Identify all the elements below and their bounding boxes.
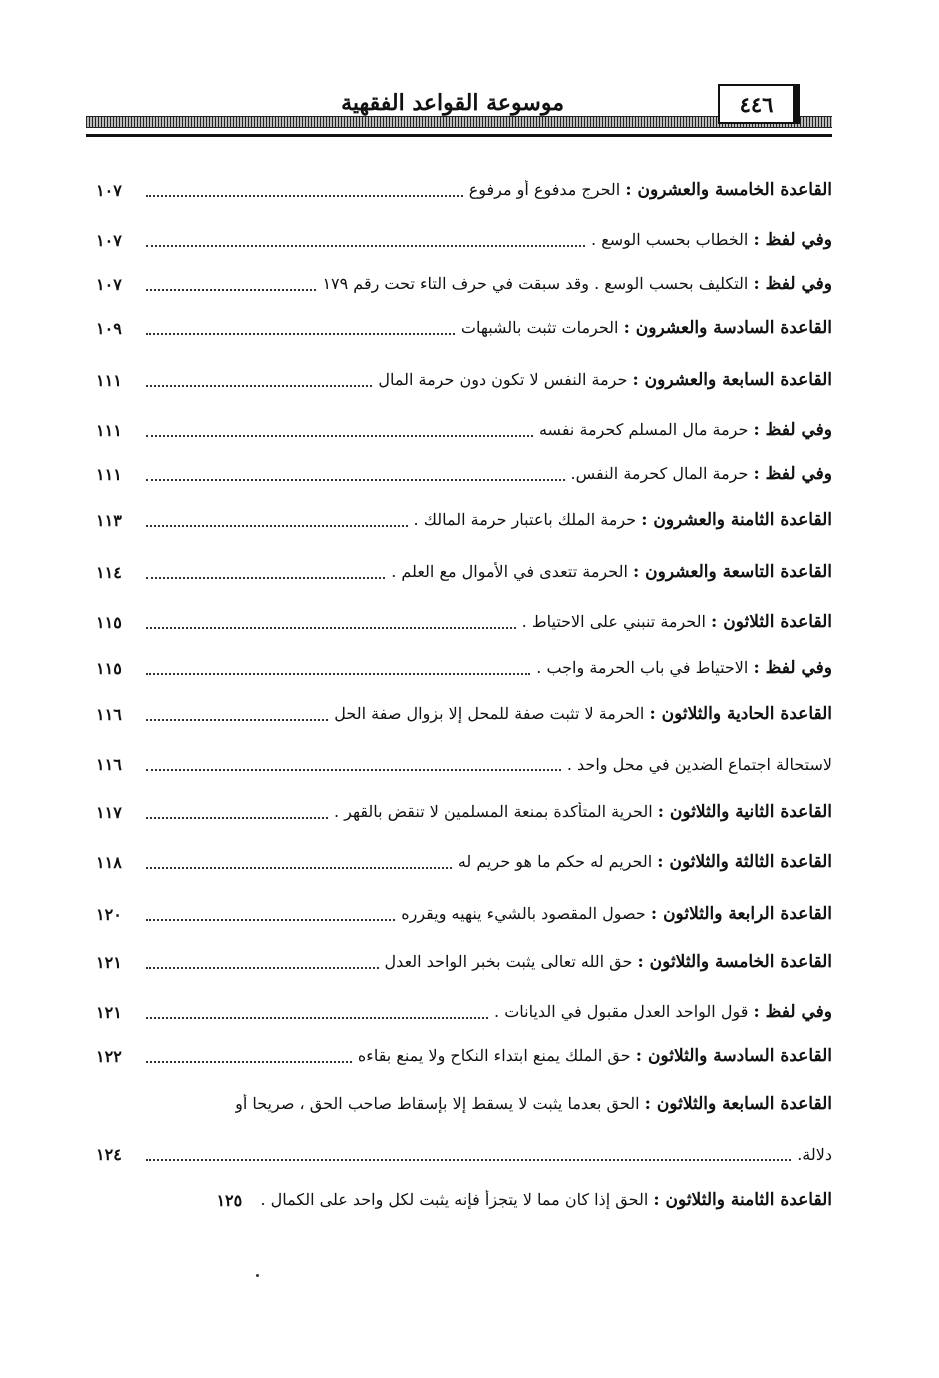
entry-text bbox=[469, 180, 832, 200]
entry-lead: وفي لفظ : bbox=[753, 420, 832, 440]
entry-text bbox=[385, 952, 832, 972]
dot-leader bbox=[146, 805, 328, 819]
entry-lead: القاعدة الثامنة والعشرون : bbox=[641, 510, 832, 530]
entry-body: قول الواحد العدل مقبول في الديانات . bbox=[494, 1002, 749, 1021]
entry-body: الخطاب بحسب الوسع . bbox=[591, 230, 749, 249]
entry-body: حرمة الملك باعتبار حرمة المالك . bbox=[413, 510, 637, 529]
entry-lead: القاعدة السادسة والثلاثون : bbox=[635, 1046, 832, 1066]
toc-entry-continuation bbox=[96, 1134, 832, 1174]
toc-entry-continuation bbox=[96, 744, 832, 784]
entry-page: ١١٤ bbox=[96, 562, 122, 582]
entry-text bbox=[567, 755, 832, 774]
entry-lead: القاعدة السابعة والعشرون : bbox=[632, 370, 832, 390]
toc-entry bbox=[96, 1036, 832, 1076]
entry-page: ١٢١ bbox=[96, 1002, 122, 1022]
page-header bbox=[86, 84, 832, 138]
entry-lead: وفي لفظ : bbox=[753, 274, 832, 294]
entry-text bbox=[458, 852, 832, 872]
entry-lead: وفي لفظ : bbox=[753, 230, 832, 250]
entry-page: ١٢١ bbox=[96, 952, 122, 972]
entry-body: الحريم له حكم ما هو حريم له bbox=[457, 852, 653, 871]
dot-leader bbox=[146, 1147, 791, 1161]
entry-body: الحق إذا كان مما لا يتجزأ فإنه يثبت لكل واحد على الكمال . bbox=[260, 1190, 649, 1209]
entry-body: حصول المقصود بالشيء ينهيه ويقرره bbox=[401, 904, 646, 923]
entry-text bbox=[334, 802, 832, 822]
entry-page: ١١١ bbox=[96, 420, 122, 440]
entry-text bbox=[494, 1002, 832, 1022]
dot-leader bbox=[146, 513, 408, 527]
dot-leader bbox=[146, 467, 565, 481]
entry-page: ١١٣ bbox=[96, 510, 122, 530]
toc-entry bbox=[96, 894, 832, 934]
entry-text bbox=[235, 1094, 832, 1114]
toc-entry bbox=[96, 602, 832, 642]
toc-entry bbox=[96, 264, 832, 304]
entry-lead: القاعدة السادسة والعشرون : bbox=[623, 318, 832, 338]
book-title: موسوعة القواعد الفقهية bbox=[335, 90, 570, 116]
entry-page: ١٢٠ bbox=[96, 904, 122, 924]
dot-leader bbox=[146, 1049, 352, 1063]
header-rule bbox=[86, 134, 832, 137]
dot-leader bbox=[146, 955, 379, 969]
entry-text bbox=[391, 562, 832, 582]
page-number-box bbox=[718, 84, 800, 124]
dot-leader bbox=[146, 1005, 488, 1019]
entry-text bbox=[797, 1145, 832, 1164]
entry-body: الحرية المتأكدة بمنعة المسلمين لا تنقض بالقهر . bbox=[333, 802, 653, 821]
entry-page: ١١٥ bbox=[96, 612, 122, 632]
dot-leader bbox=[146, 321, 455, 335]
entry-text bbox=[461, 318, 832, 338]
entry-lead: القاعدة التاسعة والعشرون : bbox=[632, 562, 832, 582]
entry-body: حرمة مال المسلم كحرمة نفسه bbox=[538, 420, 749, 439]
toc-entry bbox=[96, 454, 832, 494]
entry-body: دلالة. bbox=[797, 1144, 832, 1164]
entry-page: ١٠٧ bbox=[96, 180, 122, 200]
entry-lead: وفي لفظ : bbox=[753, 1002, 832, 1022]
dot-leader bbox=[146, 707, 328, 721]
entry-lead: القاعدة الثامنة والثلاثون : bbox=[653, 1190, 832, 1210]
entry-page: ١١٧ bbox=[96, 802, 122, 822]
entry-lead: القاعدة الحادية والثلاثون : bbox=[649, 704, 832, 724]
entry-text bbox=[539, 420, 832, 440]
entry-lead: وفي لفظ : bbox=[753, 658, 832, 678]
toc-entry bbox=[96, 360, 832, 400]
entry-body: الحرمة تنبني على الاحتياط . bbox=[521, 612, 706, 631]
entry-text bbox=[401, 904, 832, 924]
dot-leader bbox=[146, 423, 533, 437]
entry-page: ١٠٧ bbox=[96, 230, 122, 250]
stray-dot bbox=[256, 1274, 259, 1277]
entry-body: حرمة المال كحرمة النفس. bbox=[570, 464, 749, 483]
entry-lead: القاعدة الخامسة والعشرون : bbox=[625, 180, 832, 200]
toc-entry bbox=[96, 1084, 832, 1124]
dot-leader bbox=[146, 373, 372, 387]
entry-body: حرمة النفس لا تكون دون حرمة المال bbox=[378, 370, 628, 389]
entry-body: التكليف بحسب الوسع . وقد سبقت في حرف التاء تحت رقم ١٧٩ bbox=[322, 274, 749, 293]
entry-text bbox=[522, 612, 832, 632]
entry-body: لاستحالة اجتماع الضدين في محل واحد . bbox=[566, 754, 832, 774]
toc-entry bbox=[96, 308, 832, 348]
dot-leader bbox=[146, 615, 516, 629]
entry-lead: القاعدة الثلاثون : bbox=[711, 612, 832, 632]
dot-leader bbox=[146, 233, 585, 247]
toc-entry bbox=[96, 410, 832, 450]
entry-page: ١٠٩ bbox=[96, 318, 122, 338]
entry-body: الحق بعدما يثبت لا يسقط إلا بإسقاط صاحب الحق ، صريحا أو bbox=[235, 1094, 640, 1113]
toc-entry bbox=[96, 942, 832, 982]
entry-page: ١١١ bbox=[96, 370, 122, 390]
toc-entry bbox=[96, 842, 832, 882]
dot-leader bbox=[146, 277, 316, 291]
dot-leader bbox=[146, 907, 395, 921]
dot-leader bbox=[146, 183, 463, 197]
dot-leader bbox=[146, 661, 530, 675]
entry-lead: القاعدة الخامسة والثلاثون : bbox=[637, 952, 832, 972]
entry-body: الحرمة لا تثبت صفة للمحل إلا بزوال صفة الحل bbox=[334, 704, 645, 723]
toc-entry bbox=[96, 1180, 832, 1220]
entry-text bbox=[414, 510, 832, 530]
entry-text bbox=[571, 464, 832, 484]
entry-body: الاحتياط في باب الحرمة واجب . bbox=[536, 658, 749, 677]
entry-text bbox=[536, 658, 832, 678]
entry-page: ١١٥ bbox=[96, 658, 122, 678]
entry-body: الحرج مدفوع أو مرفوع bbox=[468, 180, 621, 199]
toc-entry bbox=[96, 552, 832, 592]
entry-body: الحرمة تتعدى في الأموال مع العلم . bbox=[391, 562, 628, 581]
entry-page: ١٢٤ bbox=[96, 1144, 122, 1164]
entry-body: حق الله تعالى يثبت بخبر الواحد العدل bbox=[384, 952, 633, 971]
entry-page: ١٢٥ bbox=[216, 1190, 243, 1210]
entry-body: الحرمات تثبت بالشبهات bbox=[460, 318, 619, 337]
page-number: ٤٤٦ bbox=[739, 91, 774, 117]
entry-text bbox=[322, 274, 832, 294]
toc-entry bbox=[96, 792, 832, 832]
entry-lead: القاعدة الثالثة والثلاثون : bbox=[657, 852, 832, 872]
entry-page: ١١٦ bbox=[96, 704, 122, 724]
entry-text bbox=[358, 1046, 832, 1066]
entry-page: ١١٨ bbox=[96, 852, 122, 872]
entry-body: حق الملك يمنع ابتداء النكاح ولا يمنع بقاءه bbox=[357, 1046, 631, 1065]
entry-page: ١٢٢ bbox=[96, 1046, 122, 1066]
entry-lead: القاعدة السابعة والثلاثون : bbox=[644, 1094, 832, 1114]
entry-lead: القاعدة الرابعة والثلاثون : bbox=[650, 904, 832, 924]
entry-text bbox=[378, 370, 832, 390]
toc-entry bbox=[96, 220, 832, 260]
toc-entry bbox=[96, 500, 832, 540]
entry-text bbox=[260, 1190, 832, 1210]
dot-leader bbox=[146, 855, 452, 869]
toc-entry bbox=[96, 648, 832, 688]
toc-entry bbox=[96, 694, 832, 734]
entry-lead: القاعدة الثانية والثلاثون : bbox=[657, 802, 832, 822]
entry-lead: وفي لفظ : bbox=[753, 464, 832, 484]
dot-leader bbox=[146, 757, 561, 771]
entry-page: ١١٦ bbox=[96, 754, 122, 774]
toc-entry bbox=[96, 992, 832, 1032]
entry-page: ١٠٧ bbox=[96, 274, 122, 294]
dot-leader bbox=[146, 565, 385, 579]
toc-entry bbox=[96, 170, 832, 210]
entry-text bbox=[591, 230, 832, 250]
entry-page: ١١١ bbox=[96, 464, 122, 484]
entry-text bbox=[334, 704, 832, 724]
